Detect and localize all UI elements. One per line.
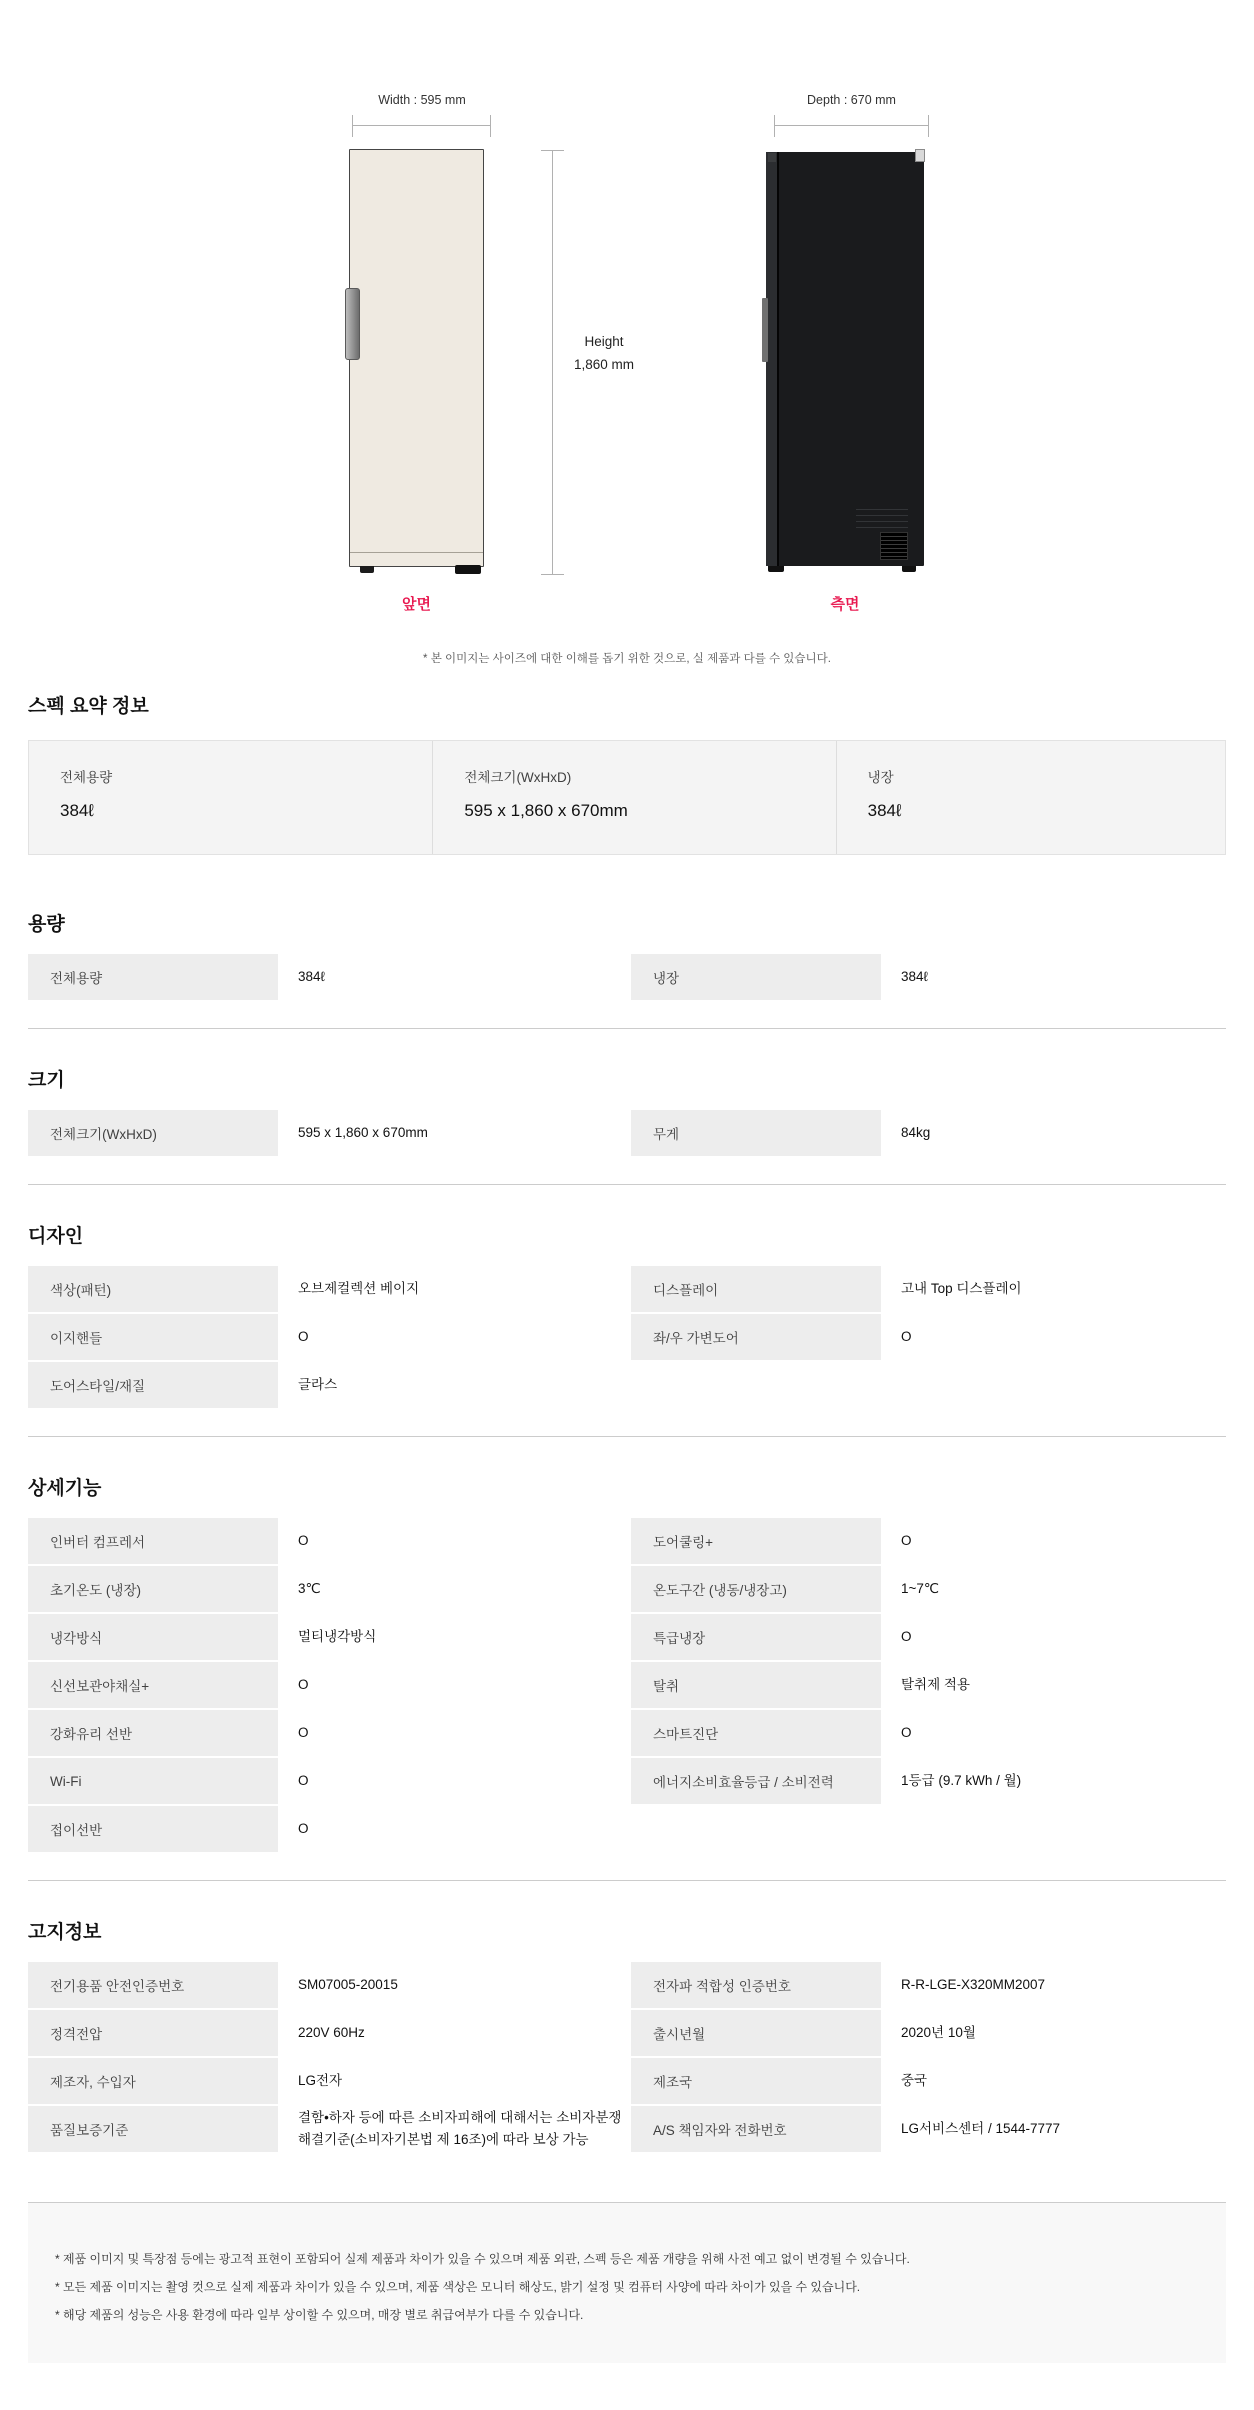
- fridge-side-view-image: [766, 152, 924, 566]
- spec-row-value: O: [298, 1329, 309, 1344]
- height-dim-label-line1: Height: [584, 334, 624, 349]
- section-디자인: [28, 1225, 1226, 1437]
- spec-row: [28, 1806, 623, 1852]
- spec-row: [28, 2010, 623, 2056]
- summary-cell-value: 384ℓ: [867, 801, 902, 820]
- spec-row: [631, 2106, 1226, 2152]
- fridge-door-handle: [345, 288, 360, 360]
- spec-row-value: 고내 Top 디스플레이: [901, 1281, 1022, 1296]
- front-width-dim-label: Width : 595 mm: [378, 93, 466, 107]
- spec-row-label: 냉각방식: [28, 1614, 278, 1660]
- spec-row-label: 출시년월: [631, 2010, 881, 2056]
- footer-notes-box: [28, 2202, 1226, 2363]
- spec-row-label: 스마트진단: [631, 1710, 881, 1756]
- spec-row-value: O: [298, 1677, 309, 1692]
- spec-row-value: 384ℓ: [298, 969, 325, 984]
- spec-row: [631, 1314, 1226, 1360]
- spec-row-value: 2020년 10월: [901, 2025, 976, 2040]
- footer-note: * 모든 제품 이미지는 촬영 컷으로 실제 제품과 차이가 있을 수 있으며, 제품 색상은 모니터 해상도, 밝기 설정 및 컴퓨터 사양에 따라 차이가 있을 수 있습니다.: [55, 2280, 861, 2294]
- summary-table: [28, 740, 1226, 855]
- spec-row-label: 이지핸들: [28, 1314, 278, 1360]
- fridge-top-hinge: [915, 149, 925, 162]
- spec-row-label: 에너지소비효율등급 / 소비전력: [631, 1758, 881, 1804]
- spec-row-label: 초기온도 (냉장): [28, 1566, 278, 1612]
- spec-summary-title: 스펙 요약 정보: [28, 696, 149, 717]
- height-dim-label: [554, 330, 654, 376]
- section-용량: [28, 913, 1226, 1029]
- spec-rows: [28, 954, 1226, 1000]
- spec-row: [28, 1362, 623, 1408]
- spec-row-label: 제조자, 수입자: [28, 2058, 278, 2104]
- spec-row-value: 220V 60Hz: [298, 2025, 365, 2040]
- spec-row-value: 멀티냉각방식: [298, 1629, 377, 1644]
- height-dim-tick-bottom: [541, 574, 564, 575]
- spec-row: [631, 1710, 1226, 1756]
- section-크기: [28, 1069, 1226, 1185]
- spec-row-label: 색상(패턴): [28, 1266, 278, 1312]
- spec-row: [631, 2058, 1226, 2104]
- spec-row-value: O: [901, 1629, 912, 1644]
- fridge-vent-grille: [880, 532, 908, 560]
- spec-row-value: O: [298, 1773, 309, 1788]
- spec-row: [631, 1518, 1226, 1564]
- spec-row-value: LG전자: [298, 2073, 343, 2088]
- spec-row-value: R-R-LGE-X320MM2007: [901, 1977, 1046, 1992]
- spec-row-label: 전체용량: [28, 954, 278, 1000]
- spec-row-value: O: [901, 1725, 912, 1740]
- spec-row-value: 595 x 1,860 x 670mm: [298, 1125, 428, 1140]
- section-title: 용량: [28, 914, 65, 935]
- spec-row: [28, 1566, 623, 1612]
- front-view-label: 앞면: [402, 596, 431, 613]
- section-상세기능: [28, 1477, 1226, 1881]
- side-depth-dim-bracket: [774, 115, 929, 137]
- spec-row-value: 1등급 (9.7 kWh / 월): [901, 1773, 1022, 1788]
- fridge-base-line: [350, 552, 483, 553]
- spec-row-value: O: [298, 1533, 309, 1548]
- spec-row: [28, 1518, 623, 1564]
- spec-sections: [28, 913, 1226, 2202]
- summary-cell-label: 전체용량: [60, 770, 113, 785]
- section-title: 디자인: [28, 1226, 84, 1247]
- spec-rows: [28, 1266, 1226, 1408]
- spec-row-value: 84kg: [901, 1125, 931, 1140]
- summary-cell-2: [836, 741, 1225, 854]
- spec-row: [28, 1266, 623, 1312]
- spec-row-value: 결함•하자 등에 따른 소비자피해에 대해서는 소비자분쟁해결기준(소비자기본법 제 16조)에 따라 보상 가능: [298, 2110, 622, 2147]
- spec-row-label: 냉장: [631, 954, 881, 1000]
- spec-row: [631, 1662, 1226, 1708]
- spec-row-label: 디스플레이: [631, 1266, 881, 1312]
- spec-row-value: O: [901, 1329, 912, 1344]
- spec-row: [28, 1614, 623, 1660]
- spec-row-label: 강화유리 선반: [28, 1710, 278, 1756]
- spec-row: [28, 1314, 623, 1360]
- spec-row: [631, 954, 1226, 1000]
- summary-cell-1: [432, 741, 835, 854]
- spec-row: [28, 1710, 623, 1756]
- spec-row: [631, 1266, 1226, 1312]
- height-dim-tick-top: [541, 150, 564, 151]
- spec-row-value: 중국: [901, 2073, 928, 2088]
- spec-row-label: 온도구간 (냉동/냉장고): [631, 1566, 881, 1612]
- spec-row-value: LG서비스센터 / 1544-7777: [901, 2121, 1061, 2136]
- spec-row-value: 글라스: [298, 1377, 338, 1392]
- spec-row-value: 3℃: [298, 1581, 321, 1596]
- spec-row-label: 도어스타일/재질: [28, 1362, 278, 1408]
- spec-row: [28, 2058, 623, 2104]
- footer-note: * 제품 이미지 및 특장점 등에는 광고적 표현이 포함되어 실제 제품과 차이가 있을 수 있으며 제품 외관, 스펙 등은 제품 개량을 위해 사전 예고 없이 변경될 수 있습니다.: [55, 2252, 910, 2266]
- fridge-front-view-image: [349, 149, 484, 567]
- spec-row-value: O: [298, 1821, 309, 1836]
- spec-rows: [28, 1962, 1226, 2152]
- spec-row-label: 무게: [631, 1110, 881, 1156]
- spec-row-empty: [631, 1362, 1226, 1408]
- spec-row-value: 오브제컬렉션 베이지: [298, 1281, 420, 1296]
- spec-row: [28, 1110, 623, 1156]
- spec-row-value: SM07005-20015: [298, 1977, 398, 1992]
- summary-cell-value: 384ℓ: [60, 801, 94, 820]
- height-dim-line: [552, 150, 553, 575]
- front-width-dim-bracket: [352, 115, 491, 137]
- spec-row: [631, 2010, 1226, 2056]
- spec-row-label: 접이선반: [28, 1806, 278, 1852]
- spec-rows: [28, 1110, 1226, 1156]
- spec-row: [28, 1962, 623, 2008]
- spec-row-label: 탈취: [631, 1662, 881, 1708]
- summary-cell-label: 냉장: [867, 770, 894, 785]
- spec-row: [28, 954, 623, 1000]
- section-title: 상세기능: [28, 1478, 102, 1499]
- section-title: 고지정보: [28, 1922, 102, 1943]
- spec-row-label: 신선보관야채실+: [28, 1662, 278, 1708]
- spec-summary-section: [28, 695, 1226, 855]
- section-고지정보: [28, 1921, 1226, 2202]
- spec-row-label: 좌/우 가변도어: [631, 1314, 881, 1360]
- spec-rows: [28, 1518, 1226, 1852]
- spec-row-label: 정격전압: [28, 2010, 278, 2056]
- spec-row: [28, 2106, 623, 2152]
- spec-row-label: 전자파 적합성 인증번호: [631, 1962, 881, 2008]
- spec-row-label: A/S 책임자와 전화번호: [631, 2106, 881, 2152]
- summary-cell-label: 전체크기(WxHxD): [464, 770, 572, 785]
- side-view-label: 측면: [830, 596, 860, 613]
- fridge-side-handle: [762, 298, 768, 362]
- spec-row-label: 인버터 컴프레서: [28, 1518, 278, 1564]
- spec-row-label: 제조국: [631, 2058, 881, 2104]
- side-depth-dim-label: Depth : 670 mm: [807, 93, 896, 107]
- spec-row-label: 전기용품 안전인증번호: [28, 1962, 278, 2008]
- summary-cell-0: [29, 741, 432, 854]
- fridge-foot: [360, 566, 374, 573]
- fridge-back-ridges: [856, 504, 908, 530]
- spec-row: [631, 1614, 1226, 1660]
- spec-row-label: 도어쿨링+: [631, 1518, 881, 1564]
- spec-row: [631, 1566, 1226, 1612]
- spec-row-value: 384ℓ: [901, 969, 928, 984]
- spec-row-label: 품질보증기준: [28, 2106, 278, 2152]
- spec-row: [631, 1758, 1226, 1804]
- footer-note: * 해당 제품의 성능은 사용 환경에 따라 일부 상이할 수 있으며, 매장 별로 취급여부가 다를 수 있습니다.: [55, 2308, 584, 2322]
- section-title: 크기: [28, 1070, 65, 1091]
- spec-row-empty: [631, 1806, 1226, 1852]
- spec-row-value: 탈취제 적용: [901, 1677, 970, 1692]
- height-dim-label-line2: 1,860 mm: [573, 357, 635, 372]
- fridge-foot: [455, 565, 481, 574]
- size-diagram: [0, 0, 1254, 695]
- fridge-foot: [768, 566, 784, 572]
- spec-row: [28, 1662, 623, 1708]
- spec-row-value: 1~7℃: [901, 1581, 940, 1596]
- fridge-side-top-notch: [768, 153, 776, 162]
- spec-row-label: Wi-Fi: [28, 1758, 278, 1804]
- spec-row-label: 전체크기(WxHxD): [28, 1110, 278, 1156]
- spec-row-value: O: [298, 1725, 309, 1740]
- spec-row-label: 특급냉장: [631, 1614, 881, 1660]
- spec-row: [631, 1110, 1226, 1156]
- summary-cell-value: 595 x 1,860 x 670mm: [464, 801, 628, 820]
- diagram-disclaimer-note: * 본 이미지는 사이즈에 대한 이해를 돕기 위한 것으로, 실 제품과 다를 수 있습니다.: [423, 653, 831, 665]
- spec-row-value: O: [901, 1533, 912, 1548]
- fridge-foot: [902, 566, 916, 572]
- spec-row: [631, 1962, 1226, 2008]
- spec-row: [28, 1758, 623, 1804]
